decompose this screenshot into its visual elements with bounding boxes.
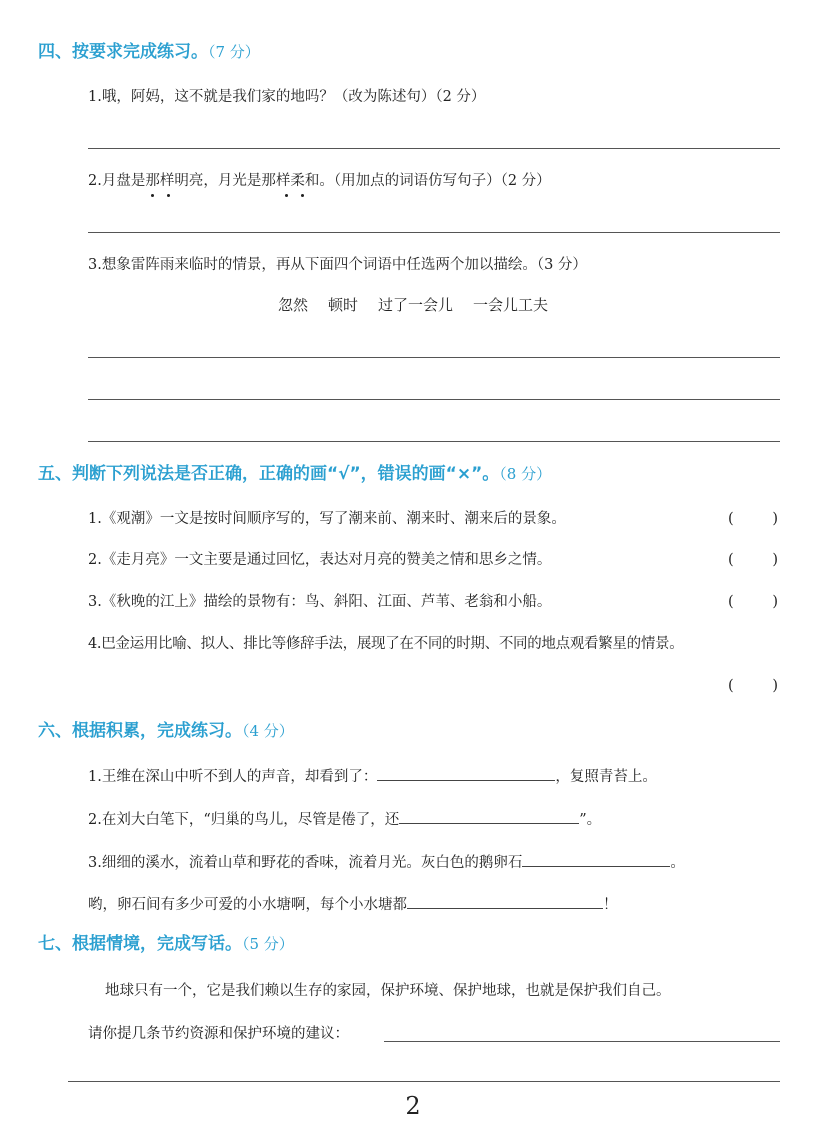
- text: 3.细细的溪水，流着山草和野花的香味，流着月光。灰白色的鹅卵石: [88, 855, 523, 871]
- answer-line[interactable]: [384, 1041, 780, 1042]
- s7-instruction: 请你提几条节约资源和保护环境的建议：: [88, 1026, 349, 1042]
- paren-close: ): [772, 594, 778, 610]
- paren-open: (: [728, 594, 734, 610]
- fill-blank[interactable]: [399, 807, 579, 824]
- word-choice: 忽然: [277, 296, 308, 314]
- section-4-points: （7 分）: [208, 43, 260, 61]
- paren-close: ): [772, 678, 778, 694]
- s4-question-3: 3.想象雷阵雨来临时的情景，再从下面四个词语中任选两个加以描绘。（3 分）: [88, 257, 587, 273]
- answer-parentheses[interactable]: [728, 592, 778, 612]
- answer-line[interactable]: [88, 441, 780, 442]
- judgement-item: 4.巴金运用比喻、拟人、排比等修辞手法，展现了在不同的时期、不同的地点观看繁星的情景。: [88, 636, 684, 652]
- section-4-title: 四、按要求完成练习。: [38, 42, 208, 62]
- answer-line[interactable]: [88, 232, 780, 233]
- section-6-title: 六、根据积累，完成练习。: [38, 721, 242, 741]
- section-5-title: 五、判断下列说法是否正确，正确的画“√”，错误的画“×”。: [38, 464, 500, 484]
- section-5-heading: [38, 463, 551, 485]
- word-choice: 过了一会儿: [378, 296, 454, 314]
- section-6-points: （4 分）: [242, 722, 294, 740]
- text: 2.在刘大白笔下，“归巢的鸟儿，尽管是倦了，还: [88, 812, 400, 828]
- section-7-title: 七、根据情境，完成写话。: [38, 934, 242, 954]
- emphasis-dot: [167, 194, 170, 197]
- paren-open: (: [728, 511, 734, 527]
- text: 1.王维在深山中听不到人的声音，却看到了：: [88, 769, 378, 785]
- word-choices: [0, 295, 826, 315]
- text: 哟，卵石间有多少可爱的小水塘啊，每个小水塘都: [88, 897, 407, 913]
- emphasis-dot: [301, 194, 304, 197]
- emphasis-dot: [151, 194, 154, 197]
- answer-parentheses[interactable]: [728, 550, 778, 570]
- s6-question-3-cont: [88, 892, 618, 915]
- s6-question-3: [88, 850, 685, 873]
- fill-blank[interactable]: [377, 764, 555, 781]
- answer-line[interactable]: [88, 148, 780, 149]
- section-4-heading: [38, 41, 260, 63]
- word-choice: 一会儿工夫: [473, 296, 549, 314]
- judgement-item: 2.《走月亮》一文主要是通过回忆，表达对月亮的赞美之情和思乡之情。: [88, 552, 552, 568]
- text: ，复照青苔上。: [555, 769, 657, 785]
- page-number: 2: [405, 1092, 421, 1120]
- paren-close: ): [772, 511, 778, 527]
- s4-question-1: 1.哦，阿妈，这不就是我们家的地吗？（改为陈述句）（2 分）: [88, 89, 486, 105]
- answer-line[interactable]: [88, 357, 780, 358]
- answer-parentheses[interactable]: [728, 676, 778, 696]
- section-5-points: （8 分）: [499, 465, 552, 483]
- text: ！: [603, 897, 618, 913]
- fill-blank[interactable]: [407, 892, 603, 909]
- section-6-heading: [38, 720, 294, 742]
- word-choice: 顿时: [327, 296, 358, 314]
- paren-open: (: [728, 678, 734, 694]
- emphasis-dot: [285, 194, 288, 197]
- s6-question-1: [88, 764, 657, 787]
- section-7-heading: [38, 933, 294, 955]
- paren-close: ): [772, 552, 778, 568]
- text: ”。: [579, 812, 602, 828]
- answer-line[interactable]: [68, 1081, 780, 1082]
- s6-question-2: [88, 807, 601, 830]
- answer-parentheses[interactable]: [728, 509, 778, 529]
- text: 。: [670, 855, 685, 871]
- judgement-item: 3.《秋晚的江上》描绘的景物有：鸟、斜阳、江面、芦苇、老翁和小船。: [88, 594, 552, 610]
- fill-blank[interactable]: [522, 850, 670, 867]
- s7-prompt: 地球只有一个，它是我们赖以生存的家园，保护环境、保护地球，也就是保护我们自己。: [105, 983, 671, 999]
- s4-question-2: 2.月盘是那样明亮，月光是那样柔和。（用加点的词语仿写句子）（2 分）: [88, 173, 551, 189]
- judgement-item: 1.《观潮》一文是按时间顺序写的，写了潮来前、潮来时、潮来后的景象。: [88, 511, 566, 527]
- paren-open: (: [728, 552, 734, 568]
- section-7-points: （5 分）: [242, 935, 294, 953]
- answer-line[interactable]: [88, 399, 780, 400]
